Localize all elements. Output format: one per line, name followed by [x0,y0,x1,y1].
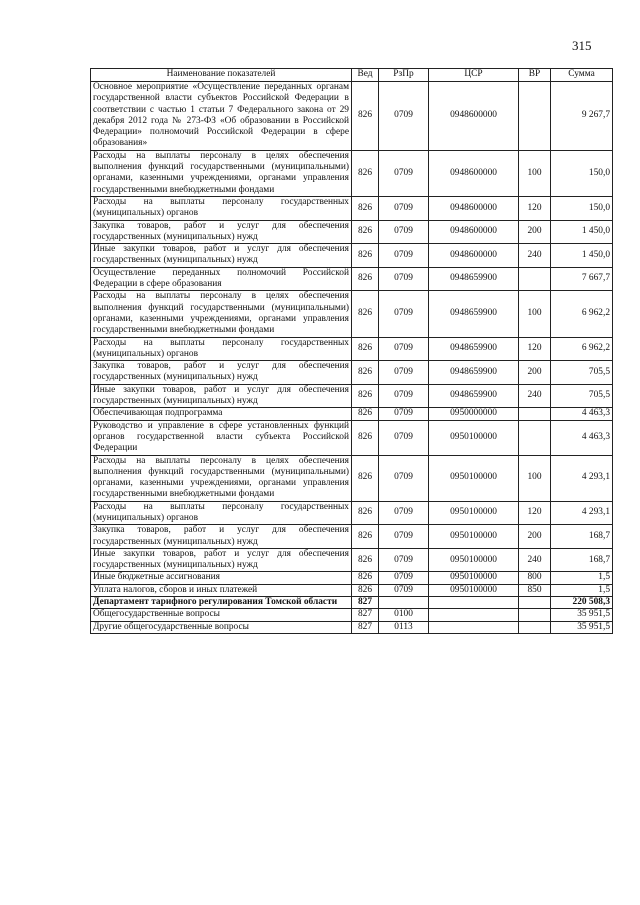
row-vr-cell: 850 [519,584,551,596]
row-csr-cell: 0948659900 [429,337,519,361]
row-vr-cell: 120 [519,196,551,220]
row-sum-cell: 168,7 [551,548,613,572]
row-vr-cell: 240 [519,548,551,572]
row-sum-cell: 7 667,7 [551,267,613,291]
row-sum-cell: 1,5 [551,584,613,596]
row-vr-cell [519,420,551,455]
row-csr-cell [429,597,519,609]
row-ved-cell: 826 [352,384,379,408]
row-ved-cell: 827 [352,621,379,633]
table-row [91,609,613,621]
row-sum-cell: 705,5 [551,384,613,408]
row-csr-cell: 0950100000 [429,584,519,596]
row-csr-cell: 0948600000 [429,196,519,220]
row-csr-cell: 0950100000 [429,525,519,549]
row-sum-cell: 150,0 [551,196,613,220]
row-sum-cell: 4 463,3 [551,408,613,420]
table-row [91,220,613,244]
row-vr-cell: 100 [519,150,551,196]
row-name-cell: Расходы на выплаты персоналу в целях обеспечения выполнения функций государственными (муниципальными) органами, казенными учреждениями, органами управления государственными внебюджетными фондами [91,150,352,196]
row-vr-cell [519,267,551,291]
row-rzpr-cell: 0100 [379,609,429,621]
row-rzpr-cell: 0709 [379,455,429,501]
table-row [91,82,613,151]
row-csr-cell: 0948659900 [429,361,519,385]
table-row [91,196,613,220]
row-ved-cell: 826 [352,82,379,151]
row-name-cell: Уплата налогов, сборов и иных платежей [91,584,352,596]
row-name-cell: Департамент тарифного регулирования Томской области [91,597,352,609]
row-csr-cell: 0950100000 [429,548,519,572]
row-vr-cell: 200 [519,220,551,244]
table-row [91,361,613,385]
row-rzpr-cell: 0709 [379,548,429,572]
row-csr-cell: 0948659900 [429,384,519,408]
row-sum-cell: 150,0 [551,150,613,196]
row-name-cell: Расходы на выплаты персоналу в целях обеспечения выполнения функций государственными (муниципальными) органами, казенными учреждениями, органами управления государственными внебюджетными фондами [91,291,352,337]
row-name-cell: Закупка товаров, работ и услуг для обеспечения государственных (муниципальных) нужд [91,361,352,385]
table-row [91,420,613,455]
row-rzpr-cell: 0709 [379,384,429,408]
row-name-cell: Закупка товаров, работ и услуг для обеспечения государственных (муниципальных) нужд [91,220,352,244]
row-ved-cell: 826 [352,291,379,337]
row-rzpr-cell: 0709 [379,267,429,291]
row-vr-cell: 240 [519,244,551,268]
row-name-cell: Иные бюджетные ассигнования [91,572,352,584]
row-csr-cell [429,621,519,633]
row-name-cell: Расходы на выплаты персоналу в целях обеспечения выполнения функций государственными (муниципальными) органами, казенными учреждениями, органами управления государственными внебюджетными фондами [91,455,352,501]
row-vr-cell: 200 [519,525,551,549]
row-csr-cell: 0950000000 [429,408,519,420]
row-vr-cell [519,408,551,420]
row-sum-cell: 35 951,5 [551,621,613,633]
row-ved-cell: 826 [352,572,379,584]
row-csr-cell: 0948659900 [429,267,519,291]
table-row [91,621,613,633]
table-row [91,244,613,268]
row-csr-cell: 0948600000 [429,220,519,244]
row-sum-cell: 6 962,2 [551,291,613,337]
row-csr-cell: 0948600000 [429,150,519,196]
row-rzpr-cell [379,597,429,609]
row-name-cell: Расходы на выплаты персоналу государственных (муниципальных) органов [91,337,352,361]
row-vr-cell: 800 [519,572,551,584]
table-row [91,150,613,196]
row-sum-cell: 35 951,5 [551,609,613,621]
row-sum-cell: 220 508,3 [551,597,613,609]
row-sum-cell: 1 450,0 [551,244,613,268]
row-csr-cell: 0948600000 [429,82,519,151]
row-vr-cell: 200 [519,361,551,385]
table-header-row [91,69,613,82]
row-rzpr-cell: 0709 [379,420,429,455]
row-csr-cell: 0950100000 [429,455,519,501]
row-sum-cell: 9 267,7 [551,82,613,151]
row-name-cell: Другие общегосударственные вопросы [91,621,352,633]
row-rzpr-cell: 0709 [379,584,429,596]
row-ved-cell: 826 [352,455,379,501]
row-sum-cell: 1,5 [551,572,613,584]
row-csr-cell: 0950100000 [429,501,519,525]
row-ved-cell: 826 [352,220,379,244]
table-row [91,291,613,337]
row-vr-cell: 120 [519,501,551,525]
row-rzpr-cell: 0709 [379,408,429,420]
header-sum: Сумма [551,69,613,82]
page-number: 315 [572,38,592,53]
row-rzpr-cell: 0709 [379,196,429,220]
row-sum-cell: 168,7 [551,525,613,549]
header-csr: ЦСР [429,69,519,82]
row-rzpr-cell: 0709 [379,150,429,196]
table-row [91,572,613,584]
table-row [91,455,613,501]
row-vr-cell: 240 [519,384,551,408]
row-rzpr-cell: 0709 [379,291,429,337]
row-ved-cell: 826 [352,337,379,361]
table-row [91,408,613,420]
table-row [91,501,613,525]
row-sum-cell: 4 293,1 [551,501,613,525]
row-ved-cell: 826 [352,196,379,220]
table-row [91,584,613,596]
row-csr-cell: 0950100000 [429,572,519,584]
table-row [91,384,613,408]
row-ved-cell: 826 [352,525,379,549]
row-ved-cell: 827 [352,609,379,621]
row-ved-cell: 826 [352,244,379,268]
row-rzpr-cell: 0709 [379,572,429,584]
row-name-cell: Иные закупки товаров, работ и услуг для обеспечения государственных (муниципальных) нужд [91,384,352,408]
row-ved-cell: 827 [352,597,379,609]
row-rzpr-cell: 0709 [379,525,429,549]
row-vr-cell: 100 [519,291,551,337]
table-row [91,337,613,361]
row-rzpr-cell: 0709 [379,82,429,151]
row-ved-cell: 826 [352,548,379,572]
row-rzpr-cell: 0709 [379,501,429,525]
row-name-cell: Закупка товаров, работ и услуг для обеспечения государственных (муниципальных) нужд [91,525,352,549]
header-vr: ВР [519,69,551,82]
row-csr-cell: 0948659900 [429,291,519,337]
row-rzpr-cell: 0709 [379,337,429,361]
row-rzpr-cell: 0709 [379,244,429,268]
row-ved-cell: 826 [352,150,379,196]
header-rzpr: РзПр [379,69,429,82]
row-name-cell: Осуществление переданных полномочий Российской Федерации в сфере образования [91,267,352,291]
row-name-cell: Общегосударственные вопросы [91,609,352,621]
row-name-cell: Руководство и управление в сфере установленных функций органов государственной власти субъекта Российской Федерации [91,420,352,455]
row-name-cell: Основное мероприятие «Осуществление переданных органам государственной власти субъектов Российской Федерации в соответствии с частью 1 статьи 7 Федерального закона от 29 декабря 2012 года № 273-ФЗ «Об образовании в Российской Федерации» полномочий Российской Федерации в сфере образования» [91,82,352,151]
row-sum-cell: 4 293,1 [551,455,613,501]
row-name-cell: Обеспечивающая подпрограмма [91,408,352,420]
table-body [91,82,613,634]
row-ved-cell: 826 [352,584,379,596]
row-name-cell: Иные закупки товаров, работ и услуг для обеспечения государственных (муниципальных) нужд [91,244,352,268]
row-sum-cell: 6 962,2 [551,337,613,361]
header-ved: Вед [352,69,379,82]
table-row [91,267,613,291]
row-sum-cell: 1 450,0 [551,220,613,244]
row-rzpr-cell: 0113 [379,621,429,633]
row-ved-cell: 826 [352,420,379,455]
table-row [91,597,613,609]
row-ved-cell: 826 [352,267,379,291]
table-row [91,548,613,572]
row-rzpr-cell: 0709 [379,220,429,244]
row-sum-cell: 705,5 [551,361,613,385]
row-vr-cell [519,621,551,633]
row-vr-cell: 100 [519,455,551,501]
row-name-cell: Расходы на выплаты персоналу государственных (муниципальных) органов [91,501,352,525]
row-name-cell: Расходы на выплаты персоналу государственных (муниципальных) органов [91,196,352,220]
header-name: Наименование показателей [91,69,352,82]
row-sum-cell: 4 463,3 [551,420,613,455]
row-ved-cell: 826 [352,408,379,420]
row-vr-cell [519,597,551,609]
row-name-cell: Иные закупки товаров, работ и услуг для обеспечения государственных (муниципальных) нужд [91,548,352,572]
row-rzpr-cell: 0709 [379,361,429,385]
row-vr-cell: 120 [519,337,551,361]
row-ved-cell: 826 [352,361,379,385]
row-ved-cell: 826 [352,501,379,525]
row-vr-cell [519,82,551,151]
row-csr-cell: 0948600000 [429,244,519,268]
row-vr-cell [519,609,551,621]
budget-table [90,68,613,634]
row-csr-cell: 0950100000 [429,420,519,455]
row-csr-cell [429,609,519,621]
table-row [91,525,613,549]
